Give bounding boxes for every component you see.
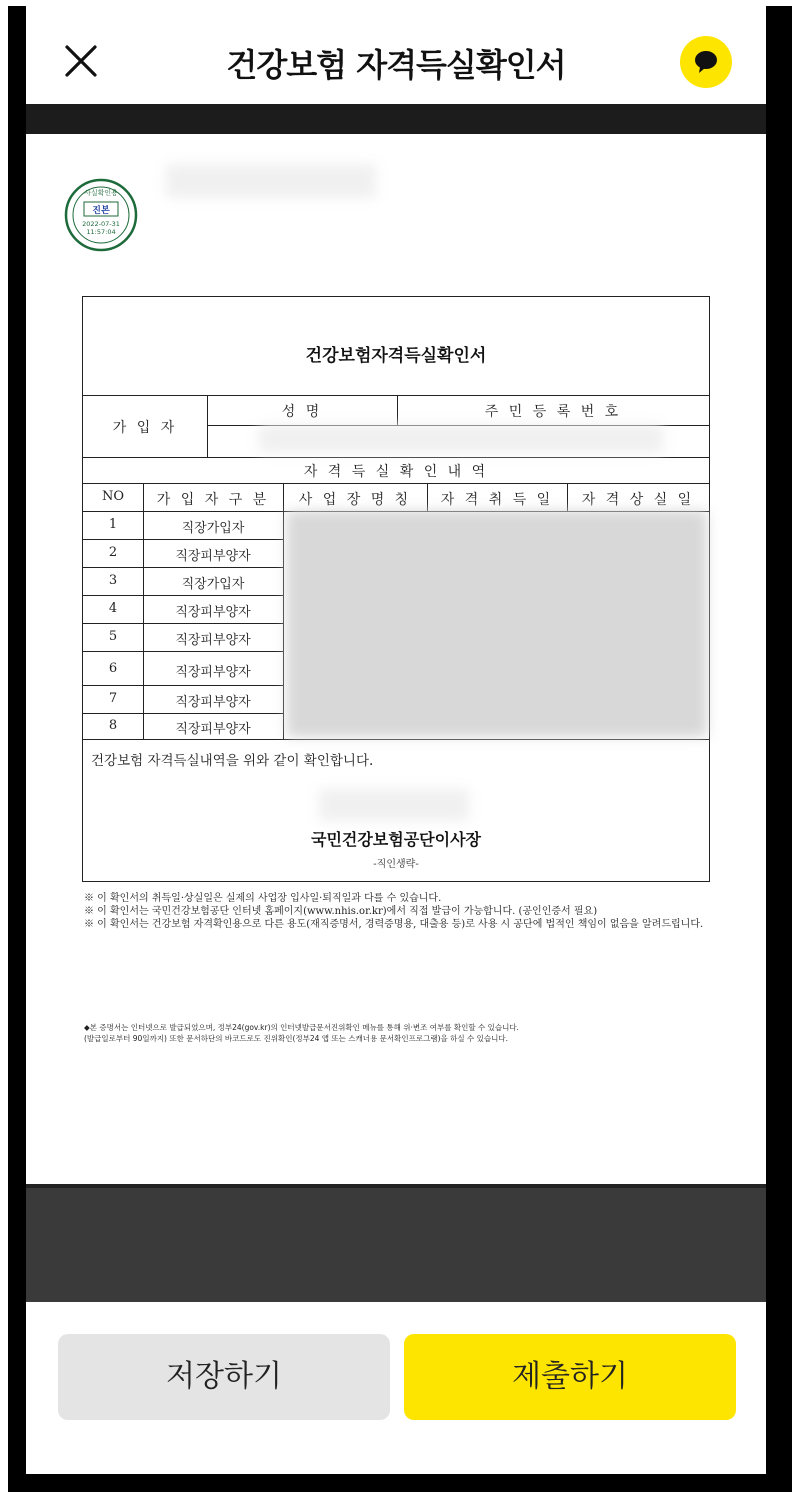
column-workplace-name: 사 업 장 명 칭: [298, 492, 412, 508]
confirmation-statement: 건강보험 자격득실내역을 위와 같이 확인합니다.: [91, 753, 374, 769]
certificate-table: [82, 296, 710, 882]
chat-bubble-icon[interactable]: [680, 36, 732, 88]
row-no: 1: [108, 517, 118, 532]
viewer-bottom-band: [26, 1184, 766, 1306]
row-type: 직장가입자: [181, 577, 245, 592]
redacted-history-details: [287, 511, 707, 737]
row-type: 직장피부양자: [175, 633, 251, 648]
issue-note-line: (발급일로부터 90일까지) 또한 문서하단의 바코드로도 진위확인(정부24 앱 또는 스캐너용 문서확인프로그램)을 하실 수 있습니다.: [84, 1034, 509, 1043]
note-line: ※ 이 확인서의 취득일·상실일은 실제의 사업장 입사일·퇴직일과 다를 수 있습니다.: [84, 893, 442, 904]
column-no: NO: [101, 489, 125, 504]
column-subscriber-type: 가 입 자 구 분: [156, 492, 270, 508]
column-lost-date: 자 격 상 실 일: [581, 492, 695, 508]
redacted-personal-info: [259, 425, 663, 453]
stamp-date: 2022-07-31: [82, 220, 120, 228]
top-app-bar: [26, 6, 766, 104]
row-no: 2: [108, 545, 118, 560]
stamp-main-text: 진본: [92, 206, 110, 216]
column-acquired-date: 자 격 취 득 일: [440, 492, 554, 508]
row-type: 직장피부양자: [175, 695, 251, 710]
issuer-name: 국민건강보험공단이사장: [310, 830, 482, 849]
authenticity-stamp: [64, 178, 138, 252]
row-type: 직장피부양자: [175, 665, 251, 680]
row-no: 3: [108, 573, 118, 588]
save-button[interactable]: 저장하기: [58, 1334, 390, 1420]
row-no: 7: [108, 691, 118, 706]
submit-button[interactable]: 제출하기: [404, 1334, 736, 1420]
page-title: 건강보험 자격득실확인서: [226, 46, 566, 84]
row-no: 4: [108, 601, 118, 616]
rrn-header: 주 민 등 록 번 호: [484, 404, 622, 420]
row-type: 직장피부양자: [175, 605, 251, 620]
document-preview[interactable]: [26, 134, 766, 1184]
document-title: 건강보험자격득실확인서: [305, 346, 487, 366]
issuance-note: [84, 1022, 724, 1044]
seal-omitted: -직인생략-: [373, 859, 419, 870]
row-no: 8: [108, 718, 118, 733]
note-line: ※ 이 확인서는 건강보험 자격확인용으로 다른 용도(재직증명서, 경력증명용, 대출용 등)로 사용 시 공단에 법적인 책임이 없음을 알려드립니다.: [84, 919, 704, 930]
row-no: 5: [108, 629, 118, 644]
document-notes: [84, 892, 724, 931]
subscriber-label: 가 입 자: [112, 420, 178, 436]
phone-screen: [26, 6, 766, 1474]
action-bar: [26, 1302, 766, 1474]
row-type: 직장피부양자: [175, 722, 251, 737]
row-no: 6: [108, 661, 118, 676]
stamp-top-text: 사실확인용: [84, 189, 118, 197]
issue-note-line: ◆본 증명서는 인터넷으로 발급되었으며, 정부24(gov.kr)의 인터넷발급문서진위확인 메뉴를 통해 위·변조 여부를 확인할 수 있습니다.: [84, 1023, 519, 1032]
redacted-header-info: [166, 164, 376, 198]
history-header: 자 격 득 실 확 인 내 역: [303, 464, 489, 480]
viewer-top-band: [26, 104, 766, 134]
redacted-issue-date: [319, 789, 469, 821]
note-line: ※ 이 확인서는 국민건강보험공단 인터넷 홈페이지(www.nhis.or.kr)에서 직접 발급이 가능합니다. (공인인증서 필요): [84, 906, 598, 917]
row-type: 직장가입자: [181, 521, 245, 536]
stamp-time: 11:57:04: [86, 228, 116, 236]
name-header: 성 명: [281, 404, 323, 420]
row-type: 직장피부양자: [175, 549, 251, 564]
